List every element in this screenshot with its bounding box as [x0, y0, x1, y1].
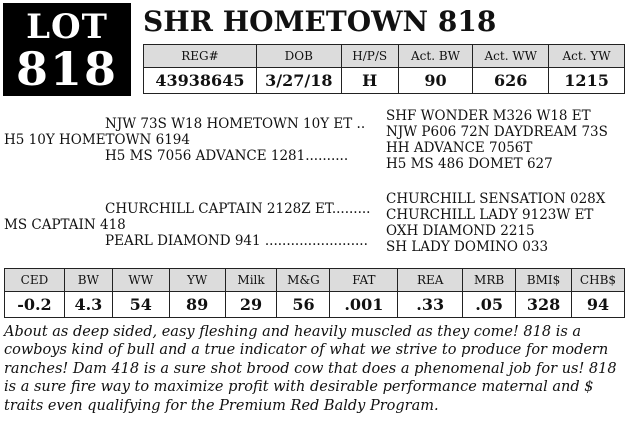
stats-value-row: [144, 68, 625, 94]
pedigree-sire-sire-sire: SHF WONDER M326 W18 ET: [386, 108, 591, 124]
epd-value: 54: [112, 292, 169, 318]
stats-table: [143, 44, 625, 94]
epd-value: 89: [169, 292, 225, 318]
epd-value: 56: [277, 292, 330, 318]
pedigree-sire-sire-dam: NJW P606 72N DAYDREAM 73S: [386, 124, 608, 140]
epd-header: MRB: [463, 269, 516, 292]
epd-value: 4.3: [64, 292, 112, 318]
epd-header: M&G: [277, 269, 330, 292]
lot-label: LOT: [26, 7, 108, 47]
stats-value: H: [341, 68, 398, 94]
epd-value: .05: [463, 292, 516, 318]
epd-value: 94: [571, 292, 624, 318]
lot-number: 818: [15, 42, 119, 96]
stats-value: 1215: [549, 68, 625, 94]
stats-value: 3/27/18: [256, 68, 341, 94]
epd-header: BW: [64, 269, 112, 292]
epd-value: 29: [225, 292, 277, 318]
epd-header: FAT: [330, 269, 398, 292]
animal-name: SHR HOMETOWN 818: [143, 5, 497, 38]
epd-header: Milk: [225, 269, 277, 292]
epd-value: -0.2: [5, 292, 65, 318]
lot-badge: [3, 3, 131, 96]
epd-header: YW: [169, 269, 225, 292]
epd-value: .33: [398, 292, 463, 318]
pedigree-dam-dam-dam: SH LADY DOMINO 033: [386, 239, 549, 255]
lot-description: About as deep sided, easy fleshing and heavily muscled as they come! 818 is a cowboys kind of bull and a true indicator of what we strive to produce for modern ranches! Dam 418 is a sure shot brood cow that does a phenomenal job for us! 818 is a sure fire way to maximize profit with desirable performance maternal and $ traits even qualifying for the Premium Red Baldy Program.: [4, 324, 617, 414]
stats-header: Act. WW: [473, 45, 549, 68]
epd-table: [4, 268, 625, 318]
stats-value: 43938645: [144, 68, 257, 94]
pedigree-dam-sire-dam: CHURCHILL LADY 9123W ET: [386, 207, 594, 223]
epd-header: CHB$: [571, 269, 624, 292]
stats-header-row: [144, 45, 625, 68]
pedigree-sire-dam-sire: HH ADVANCE 7056T: [386, 140, 533, 156]
stats-value: 90: [398, 68, 473, 94]
pedigree-dam-sire: CHURCHILL CAPTAIN 2128Z ET.........: [105, 201, 371, 217]
pedigree-sire-dam-dam: H5 MS 486 DOMET 627: [386, 156, 553, 172]
pedigree-sire-dam: H5 MS 7056 ADVANCE 1281..........: [105, 148, 349, 164]
stats-header: Act. YW: [549, 45, 625, 68]
pedigree-dam-dam-sire: OXH DIAMOND 2215: [386, 223, 535, 239]
epd-header: WW: [112, 269, 169, 292]
epd-value: .001: [330, 292, 398, 318]
epd-header-row: [5, 269, 625, 292]
stats-value: 626: [473, 68, 549, 94]
epd-value-row: [5, 292, 625, 318]
pedigree-dam: MS CAPTAIN 418: [4, 217, 126, 233]
epd-header: CED: [5, 269, 65, 292]
epd-header: BMI$: [516, 269, 572, 292]
epd-value: 328: [516, 292, 572, 318]
stats-header: REG#: [144, 45, 257, 68]
pedigree-dam-sire-sire: CHURCHILL SENSATION 028X: [386, 191, 606, 207]
epd-header: REA: [398, 269, 463, 292]
stats-header: DOB: [256, 45, 341, 68]
stats-header: Act. BW: [398, 45, 473, 68]
stats-header: H/P/S: [341, 45, 398, 68]
pedigree-sire-sire: NJW 73S W18 HOMETOWN 10Y ET ..: [105, 116, 366, 132]
pedigree-sire: H5 10Y HOMETOWN 6194: [4, 132, 190, 148]
pedigree-dam-dam: PEARL DIAMOND 941 ........................: [105, 233, 368, 249]
